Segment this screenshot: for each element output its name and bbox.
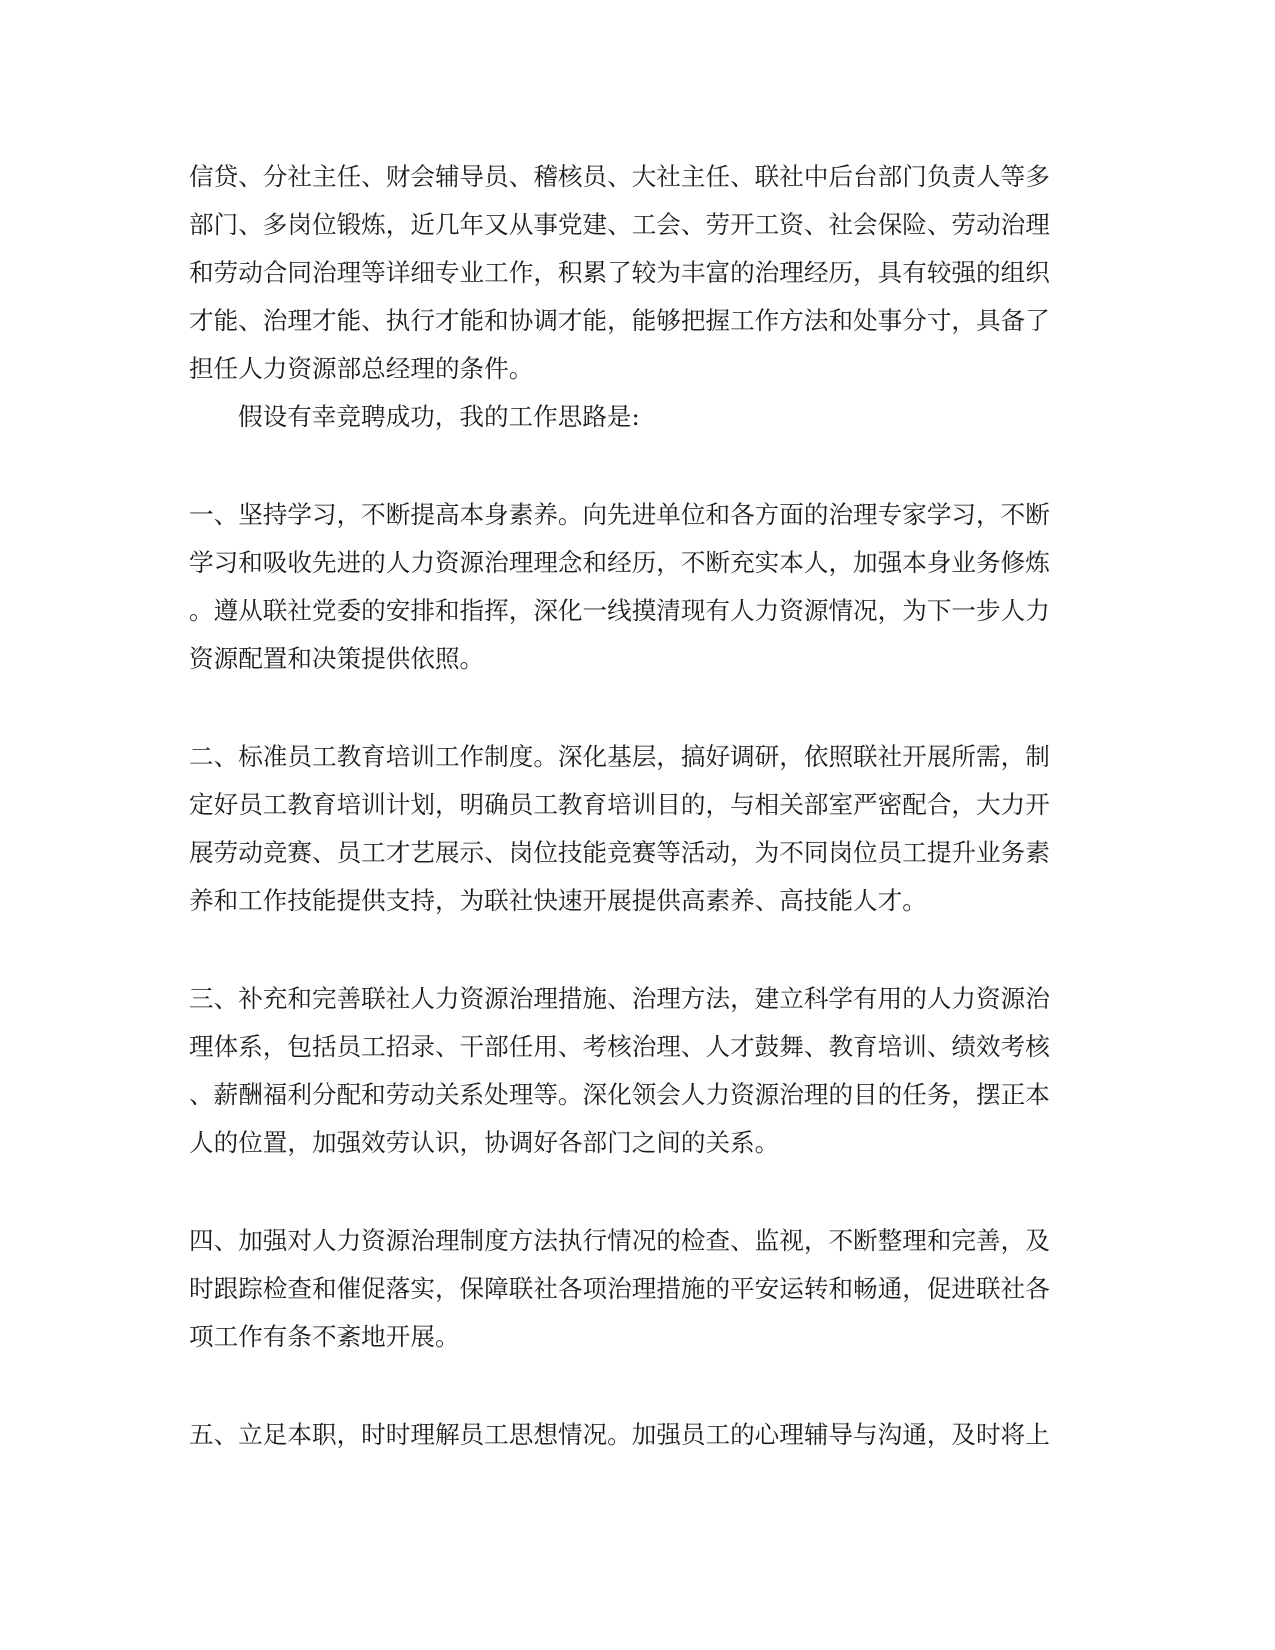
paragraph-line: 四、加强对人力资源治理制度方法执行情况的检查、监视，不断整理和完善，及 [189, 1226, 1050, 1255]
paragraph-line: 理体系，包括员工招录、干部任用、考核治理、人才鼓舞、教育培训、绩效考核 [189, 1032, 1050, 1061]
paragraph-line: 才能、治理才能、执行才能和协调才能，能够把握工作方法和处事分寸，具备了 [189, 306, 1050, 335]
paragraph-line: 资源配置和决策提供依照。 [189, 644, 485, 673]
paragraph-line: 时跟踪检查和催促落实，保障联社各项治理措施的平安运转和畅通，促进联社各 [189, 1274, 1050, 1303]
paragraph-line: 学习和吸收先进的人力资源治理理念和经历，不断充实本人，加强本身业务修炼 [189, 548, 1050, 577]
paragraph-line: 、薪酬福利分配和劳动关系处理等。深化领会人力资源治理的目的任务，摆正本 [189, 1080, 1050, 1109]
paragraph-line: 信贷、分社主任、财会辅导员、稽核员、大社主任、联社中后台部门负责人等多 [189, 162, 1050, 191]
paragraph-line: 一、坚持学习，不断提高本身素养。向先进单位和各方面的治理专家学习，不断 [189, 500, 1050, 529]
paragraph-line: 定好员工教育培训计划，明确员工教育培训目的，与相关部室严密配合，大力开 [189, 790, 1050, 819]
paragraph-line: 展劳动竞赛、员工才艺展示、岗位技能竞赛等活动，为不同岗位员工提升业务素 [189, 838, 1050, 867]
paragraph-line: 二、标准员工教育培训工作制度。深化基层，搞好调研，依照联社开展所需，制 [189, 742, 1050, 771]
paragraph-line: 担任人力资源部总经理的条件。 [189, 354, 534, 383]
paragraph-line: 人的位置，加强效劳认识，协调好各部门之间的关系。 [189, 1128, 780, 1157]
paragraph-line: 养和工作技能提供支持，为联社快速开展提供高素养、高技能人才。 [189, 886, 927, 915]
paragraph-line: 。遵从联社党委的安排和指挥，深化一线摸清现有人力资源情况，为下一步人力 [189, 596, 1050, 625]
paragraph-line: 项工作有条不紊地开展。 [189, 1322, 460, 1351]
paragraph-line: 三、补充和完善联社人力资源治理措施、治理方法，建立科学有用的人力资源治 [189, 984, 1050, 1013]
paragraph-line: 和劳动合同治理等详细专业工作，积累了较为丰富的治理经历，具有较强的组织 [189, 258, 1050, 287]
paragraph-line: 五、立足本职，时时理解员工思想情况。加强员工的心理辅导与沟通，及时将上 [189, 1420, 1050, 1449]
paragraph-line: 假设有幸竞聘成功，我的工作思路是: [238, 402, 640, 431]
paragraph-line: 部门、多岗位锻炼，近几年又从事党建、工会、劳开工资、社会保险、劳动治理 [189, 210, 1050, 239]
